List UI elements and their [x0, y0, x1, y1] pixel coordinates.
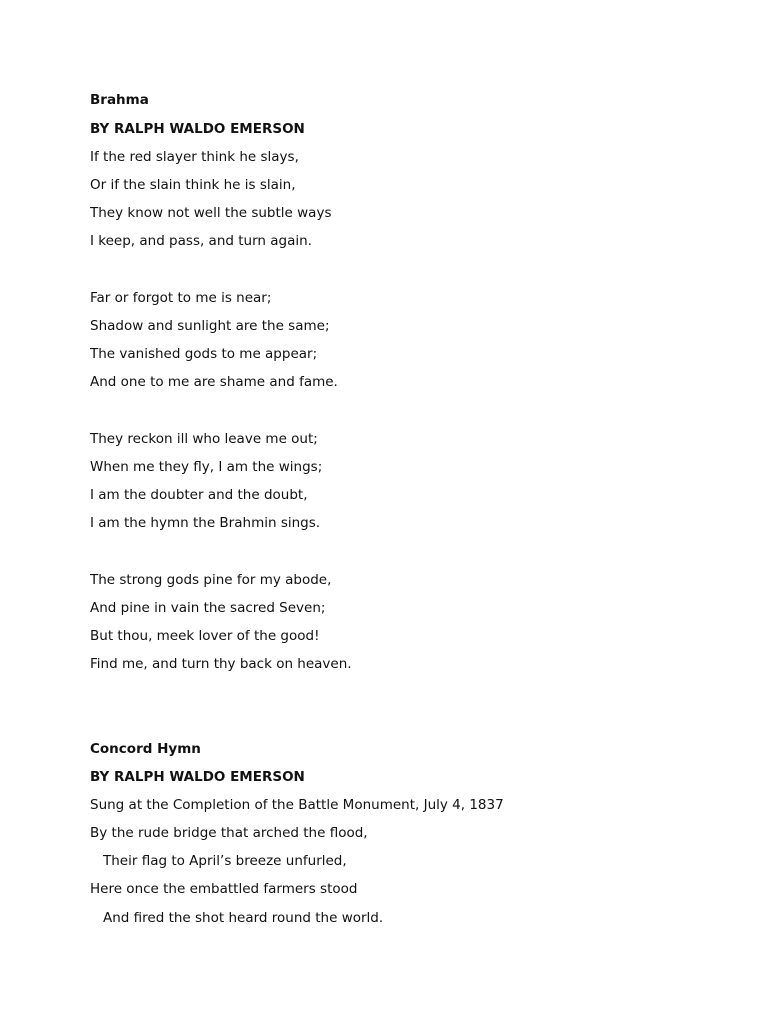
poem-title: Concord Hymn — [90, 741, 201, 757]
poem-line: Their flag to April’s breeze unfurled, — [103, 853, 347, 869]
poem-line: I keep, and pass, and turn again. — [90, 233, 312, 249]
poem-author: BY RALPH WALDO EMERSON — [90, 769, 305, 785]
poem-line: When me they fly, I am the wings; — [90, 459, 323, 475]
poem-line: And fired the shot heard round the world. — [103, 910, 384, 926]
poem-line: They know not well the subtle ways — [90, 205, 332, 221]
poem-line: But thou, meek lover of the good! — [90, 628, 320, 644]
poem-title: Brahma — [90, 92, 149, 108]
poem-line: I am the doubter and the doubt, — [90, 487, 308, 503]
poem-line: If the red slayer think he slays, — [90, 149, 299, 165]
poem-author: BY RALPH WALDO EMERSON — [90, 121, 305, 137]
poem-line: They reckon ill who leave me out; — [90, 431, 318, 447]
poem-subtitle: Sung at the Completion of the Battle Monument, July 4, 1837 — [90, 797, 504, 813]
poem-line: And pine in vain the sacred Seven; — [90, 600, 326, 616]
poem-line: Here once the embattled farmers stood — [90, 881, 358, 897]
poem-line: Shadow and sunlight are the same; — [90, 318, 330, 334]
poem-line: Or if the slain think he is slain, — [90, 177, 296, 193]
poem-line: The strong gods pine for my abode, — [90, 572, 332, 588]
poem-line: And one to me are shame and fame. — [90, 374, 338, 390]
poem-line: Far or forgot to me is near; — [90, 290, 272, 306]
poem-line: Find me, and turn thy back on heaven. — [90, 656, 352, 672]
poem-line: I am the hymn the Brahmin sings. — [90, 515, 321, 531]
poem-line: The vanished gods to me appear; — [90, 346, 318, 362]
poem-line: By the rude bridge that arched the flood, — [90, 825, 368, 841]
